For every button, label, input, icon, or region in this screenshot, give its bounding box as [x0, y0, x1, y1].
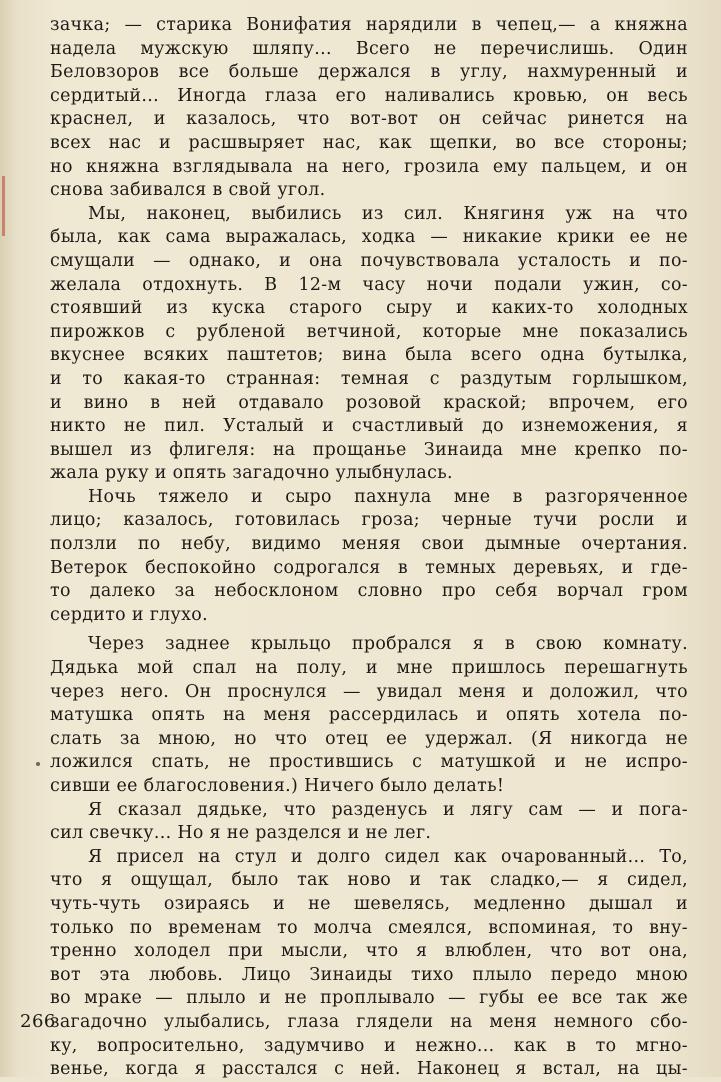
ink-dot	[36, 762, 40, 766]
margin-mark	[2, 176, 5, 236]
text-line: только по временам то молча смеялся, вспоминая, то вну-	[50, 917, 688, 938]
text-line: Я сказал дядьке, что разденусь и лягу сам — и пога-	[88, 799, 688, 820]
text-line: через него. Он проснулся — увидал меня и доложил, что	[50, 681, 688, 702]
text-line: стоявший из куска старого сыру и каких-то холодных	[50, 298, 688, 319]
text-line: сивши ее благословения.) Ничего было делать!	[50, 776, 505, 796]
text-line: Я присел на стул и долго сидел как очарованный... То,	[88, 846, 688, 867]
text-line: чуть-чуть озираясь и не шевелясь, медленно дышал и	[50, 893, 688, 914]
text-line: снова забивался в свой угол.	[50, 180, 326, 201]
text-line: матушка опять на меня рассердилась и опять хотела по-	[50, 705, 688, 726]
text-line: то далеко за небосклоном словно про себя ворчал гром	[50, 581, 688, 602]
text-line: Через заднее крыльцо пробрался я в свою комнату.	[88, 634, 688, 655]
text-line: лицо; казалось, готовилась гроза; черные тучи росли и	[50, 510, 688, 531]
text-line: смущали — однако, и она почувствовала усталость и по-	[50, 250, 688, 271]
text-line: пирожков с рубленой ветчиной, которые мне показались	[50, 321, 688, 342]
text-line: вышел из флигеля: на прощанье Зинаида мне крепко по-	[50, 439, 688, 460]
text-line: вкуснее всяких паштетов; вина была всего одна бутылка,	[50, 345, 688, 366]
text-line: сердито и глухо.	[50, 604, 208, 625]
text-line: загадочно улыбались, глаза глядели на меня немного сбо-	[50, 1011, 688, 1032]
text-line: слать за мною, но что отец ее удержал. (Я никогда не	[50, 728, 688, 749]
text-line: желала отдохнуть. В 12-м часу ночи подали ужин, со-	[50, 274, 688, 295]
text-line: ку, вопросительно, задумчиво и нежно... как в то мгно-	[50, 1035, 688, 1056]
text-line: была, как сама выражалась, ходка — никакие крики ее не	[50, 227, 688, 248]
text-line: никто не пил. Усталый и счастливый до изнеможения, я	[50, 416, 688, 437]
text-line: всех нас и расшвыряет нас, как щепки, во все стороны;	[50, 132, 688, 153]
page-text	[50, 14, 688, 1082]
text-line: венье, когда я расстался с ней. Наконец я встал, на цы-	[50, 1059, 688, 1080]
text-line: Дядька мой спал на полу, и мне пришлось перешагнуть	[50, 658, 688, 679]
text-line: во мраке — плыло и не проплывало — губы ее все так же	[50, 988, 688, 1009]
page-number: 266	[20, 1011, 56, 1032]
text-line: и то какая-то странная: темная с раздутым горлышком,	[50, 368, 688, 389]
text-line: тренно холодел при мысли, что я влюблен, что вот она,	[50, 941, 688, 962]
text-line: Мы, наконец, выбились из сил. Княгиня уж на что	[88, 203, 688, 224]
text-line: что я ощущал, было так ново и так сладко,— я сидел,	[50, 870, 688, 891]
text-line: сил свечку... Но я не разделся и не лег.	[50, 823, 432, 844]
text-line: надела мужскую шляпу... Всего не перечислишь. Один	[50, 38, 688, 59]
text-line: вот эта любовь. Лицо Зинаиды тихо плыло передо мною	[50, 964, 688, 985]
text-line: сердитый... Иногда глаза его наливались кровью, он весь	[50, 85, 688, 106]
text-line: Ветерок беспокойно содрогался в темных деревьях, и где-	[50, 557, 688, 578]
text-line: Беловзоров все больше держался в углу, нахмуренный и	[50, 62, 688, 83]
text-line: Ночь тяжело и сыро пахнула мне в разгоряченное	[88, 486, 688, 507]
text-line: и вино в ней отдавало розовой краской; впрочем, его	[50, 392, 688, 413]
text-line: ползли по небу, видимо меняя свои дымные очертания.	[50, 534, 688, 555]
text-line: но княжна взглядывала на него, грозила ему пальцем, и он	[50, 156, 688, 177]
text-line: ложился спать, не простившись с матушкой и не испро-	[50, 752, 688, 773]
text-line: краснел, и казалось, что вот-вот он сейчас ринется на	[50, 109, 688, 130]
text-line: зачка; — старика Вонифатия нарядили в чепец,— а княжна	[50, 15, 688, 35]
text-line: жала руку и опять загадочно улыбнулась.	[50, 463, 453, 484]
